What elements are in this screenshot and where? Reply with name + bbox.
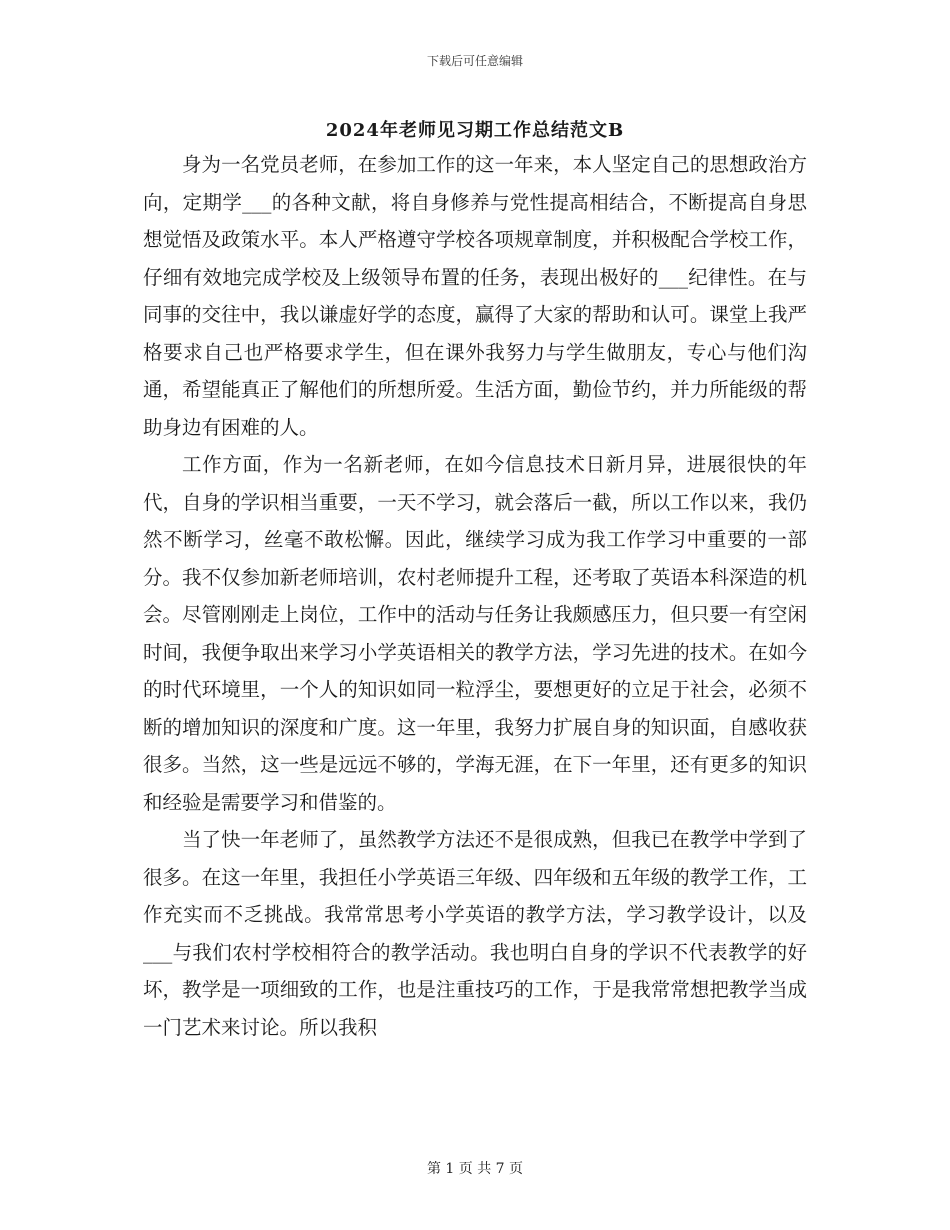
document-title: 2024年老师见习期工作总结范文B [325, 120, 625, 141]
header-note: 下载后可任意编辑 [426, 54, 523, 68]
page-number: 第 1 页 共 7 页 [426, 1161, 524, 1177]
paragraph: 身为一名党员老师，在参加工作的这一年来，本人坚定自己的思想政治方向，定期学___的各种文献，将自身修养与党性提高相结合，不断提高自身思想觉悟及政策水平。本人严格遵守学校各项规章制度，并积极配合学校工作，仔细有效地完成学校及上级领导布置的任务，表现出极好的___纪律性。在与同事的交往中，我以谦虚好学的态度，赢得了大家的帮助和认可。课堂上我严格要求自己也严格要求学生，但在课外我努力与学生做朋友，专心与他们沟通，希望能真正了解他们的所想所爱。生活方面，勤俭节约，并力所能级的帮助身边有困难的人。 [143, 153, 807, 439]
paragraph: 当了快一年老师了，虽然教学方法还不是很成熟，但我已在教学中学到了很多。在这一年里，我担任小学英语三年级、四年级和五年级的教学工作，工作充实而不乏挑战。我常常思考小学英语的教学方法，学习教学设计，以及___与我们农村学校相符合的教学活动。我也明白自身的学识不代表教学的好坏，教学是一项细致的工作，也是注重技巧的工作，于是我常常想把教学当成一门艺术来讨论。所以我积 [143, 828, 807, 1039]
paragraph: 工作方面，作为一名新老师，在如今信息技术日新月异，进展很快的年代，自身的学识相当重要，一天不学习，就会落后一截，所以工作以来，我仍然不断学习，丝毫不敢松懈。因此，继续学习成为我工作学习中重要的一部分。我不仅参加新老师培训，农村老师提升工程，还考取了英语本科深造的机会。尽管刚刚走上岗位，工作中的活动与任务让我颇感压力，但只要一有空闲时间，我便争取出来学习小学英语相关的教学方法，学习先进的技术。在如今的时代环境里，一个人的知识如同一粒浮尘，要想更好的立足于社会，必须不断的增加知识的深度和广度。这一年里，我努力扩展自身的知识面，自感收获很多。当然，这一些是远远不够的，学海无涯，在下一年里，还有更多的知识和经验是需要学习和借鉴的。 [143, 453, 807, 814]
document-body [143, 146, 807, 1046]
